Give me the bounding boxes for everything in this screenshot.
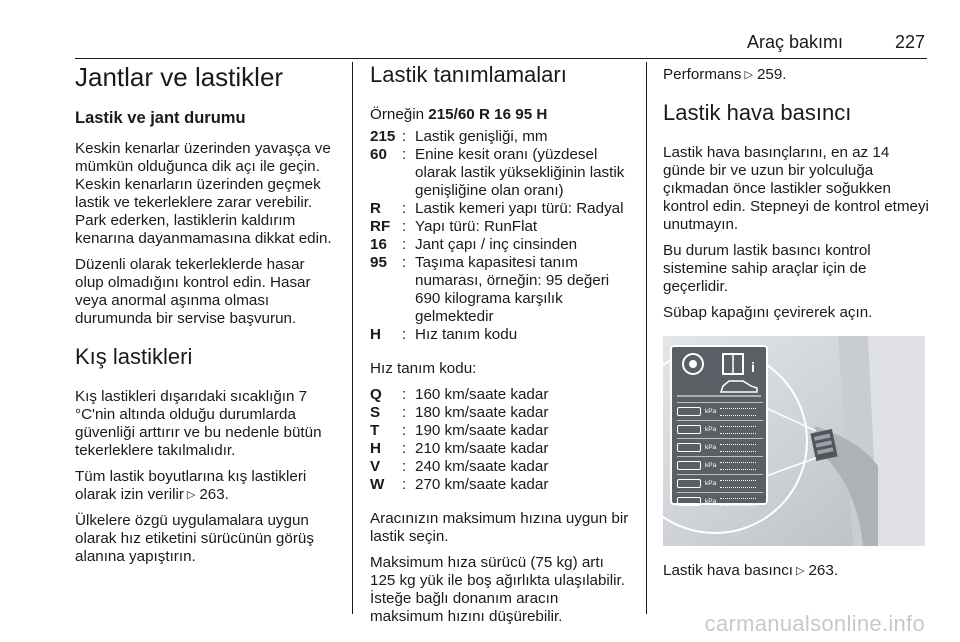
paragraph <box>663 66 929 84</box>
pressure-value-boxes <box>720 498 756 506</box>
speed-code-row-key: S <box>370 404 381 422</box>
pressure-unit: kPa <box>705 407 717 415</box>
column-2 <box>370 58 632 626</box>
paragraph-text: Performans <box>663 66 742 83</box>
example-line <box>370 106 632 124</box>
paragraph: Düzenli olarak tekerleklerde hasar olup olmadığını kontrol edin. Hasar veya anormal aşınma olması durumunda bir servise başvurun. <box>75 256 311 327</box>
definition-row-key: RF <box>370 218 391 236</box>
person-load-icon <box>677 425 701 434</box>
colon-separator: : <box>402 458 407 476</box>
speed-code-row-key: V <box>370 458 381 476</box>
colon-separator: : <box>402 404 407 422</box>
page-ref-link[interactable]: ▷ 259. <box>742 66 787 83</box>
speed-code-row-key: H <box>370 440 381 458</box>
page-ref-link[interactable]: ▷ 263. <box>184 486 229 503</box>
paragraph: Aracınızın maksimum hızına uygun bir lastik seçin. <box>370 510 629 546</box>
caption-text: Lastik hava basıncı <box>663 562 794 580</box>
speed-code-row <box>370 422 632 440</box>
paragraph: Kış lastikleri dışarıdaki sıcaklığın 7 °C'nin altında olduğu durumlarda güvenliği arttırır ve bu nedenle bütün tekerleklere takılmalıdır. <box>75 388 322 460</box>
pressure-label-row <box>677 492 763 510</box>
colon-separator: : <box>402 254 407 272</box>
speed-code-row-value: 190 km/saate kadar <box>415 422 549 440</box>
subheading-winter-tyres: Kış lastikleri <box>75 344 193 369</box>
definition-row <box>370 200 632 218</box>
column-3 <box>663 58 929 580</box>
speed-code-row <box>370 440 632 458</box>
pressure-value-boxes <box>720 444 756 452</box>
pressure-label-row <box>677 474 763 492</box>
tyre-code-definitions <box>370 128 632 344</box>
pressure-unit: kPa <box>705 479 717 487</box>
pressure-value-boxes <box>720 462 756 470</box>
column-1 <box>75 58 337 566</box>
pressure-label-row <box>677 420 763 438</box>
definition-row-value: Jant çapı / inç cinsinden <box>415 236 578 254</box>
colon-separator: : <box>402 326 407 344</box>
definition-row-value: Yapı türü: RunFlat <box>415 218 538 236</box>
definition-row-value: Enine kesit oranı (yüzdesel olarak lastik yüksekliğinin lastik genişliğine olan oranı) <box>415 146 625 200</box>
paragraph-text: Tüm lastik boyutlarına kış lastikleri olarak izin verilir <box>75 468 307 504</box>
paragraph: Bu durum lastik basıncı kontrol sistemine sahip araçlar için de geçerlidir. <box>663 242 871 296</box>
tyre-pressure-label-photo <box>663 336 925 546</box>
definition-row <box>370 128 632 146</box>
page-number: 227 <box>894 32 925 52</box>
definition-row <box>370 236 632 254</box>
paragraph: Lastik hava basınçlarını, en az 14 günde bir ve uzun bir yolculuğa çıkmadan önce lastikler soğukken kontrol edin. Stepneyi de kontrol etmeyi unutmayın. <box>663 144 929 234</box>
definition-row-value: Lastik genişliği, mm <box>415 128 548 146</box>
speed-code-row <box>370 458 632 476</box>
definition-row <box>370 254 632 326</box>
watermark: carmanualsonline.info <box>704 611 925 636</box>
paragraph: Keskin kenarlar üzerinden yavaşça ve mümkün olduğunca dik açı ile geçin. Keskin kenarların üzerinden geçmek lastik ve tekerleklere zarar verebilir. Park ederken, lastiklerin kaldırım kenarına dayanmamasına dikkat edin. <box>75 140 332 247</box>
colon-separator: : <box>402 386 407 404</box>
colon-separator: : <box>402 476 407 494</box>
speed-code-row-value: 210 km/saate kadar <box>415 440 549 458</box>
speed-code-row <box>370 386 632 404</box>
person-load-icon <box>677 407 701 416</box>
colon-separator: : <box>402 422 407 440</box>
definition-row <box>370 218 632 236</box>
definition-row <box>370 326 632 344</box>
pressure-label-rows <box>677 402 763 510</box>
pressure-unit: kPa <box>705 461 717 469</box>
speed-code-row-key: W <box>370 476 385 494</box>
pressure-unit: kPa <box>705 497 717 505</box>
speed-code-label: Hız tanım kodu: <box>370 360 477 378</box>
speed-code-row-key: Q <box>370 386 382 404</box>
definition-row-key: 16 <box>370 236 387 254</box>
chapter-heading: Jantlar ve lastikler <box>75 62 284 92</box>
column-divider-1 <box>352 62 353 614</box>
paragraph: Maksimum hıza sürücü (75 kg) artı 125 kg yük ile boş ağırlıkta ulaşılabilir. İsteğe bağlı donanım aracın maksimum hızını düşürebilir. <box>370 554 625 626</box>
speed-code-row-key: T <box>370 422 380 440</box>
example-label: Örneğin <box>370 106 425 124</box>
section-heading: Lastik tanımlamaları <box>370 62 567 87</box>
figure-caption <box>663 562 929 580</box>
colon-separator: : <box>402 146 407 164</box>
car-load-icon <box>677 461 701 470</box>
svg-text:i: i <box>751 359 755 376</box>
paragraph <box>75 468 337 504</box>
car-load-icon <box>677 479 701 488</box>
speed-code-row-value: 240 km/saate kadar <box>415 458 549 476</box>
colon-separator: : <box>402 236 407 254</box>
pressure-value-boxes <box>720 426 756 434</box>
pressure-value-boxes <box>720 480 756 488</box>
page-header <box>75 14 927 52</box>
section-title: Araç bakımı <box>746 32 843 52</box>
pressure-label-row <box>677 402 763 420</box>
pressure-unit: kPa <box>705 425 717 433</box>
speed-code-row-value: 160 km/saate kadar <box>415 386 549 404</box>
subheading-rim-condition: Lastik ve jant durumu <box>75 109 246 127</box>
definition-row-key: 95 <box>370 254 387 272</box>
colon-separator: : <box>402 218 407 236</box>
definition-row <box>370 146 632 200</box>
colon-separator: : <box>402 128 407 146</box>
speed-code-row-value: 270 km/saate kadar <box>415 476 549 494</box>
definition-row-value: Hız tanım kodu <box>415 326 518 344</box>
definition-row-key: R <box>370 200 381 218</box>
definition-row-value: Lastik kemeri yapı türü: Radyal <box>415 200 624 218</box>
example-code: 215/60 R 16 95 H <box>428 106 548 124</box>
speed-code-list <box>370 386 632 494</box>
speed-code-row-value: 180 km/saate kadar <box>415 404 549 422</box>
definition-row-value: Taşıma kapasitesi tanım numarası, örneğin: 95 değeri 690 kilograma karşılık gelmektedir <box>415 254 610 326</box>
colon-separator: : <box>402 440 407 458</box>
pressure-value-boxes <box>720 408 756 416</box>
section-heading: Lastik hava basıncı <box>663 100 852 125</box>
person-load-icon <box>677 443 701 452</box>
paragraph: Ülkelere özgü uygulamalara uygun olarak hız etiketini sürücünün görüş alanına yapıştırın. <box>75 512 314 566</box>
pressure-label-row <box>677 456 763 474</box>
definition-row-key: 60 <box>370 146 387 164</box>
pressure-label-row <box>677 438 763 456</box>
speed-code-row <box>370 476 632 494</box>
colon-separator: : <box>402 200 407 218</box>
speed-code-row <box>370 404 632 422</box>
car-load-icon <box>677 497 701 506</box>
column-divider-2 <box>646 62 647 614</box>
definition-row-key: 215 <box>370 128 396 146</box>
definition-row-key: H <box>370 326 381 344</box>
paragraph: Sübap kapağını çevirerek açın. <box>663 304 873 322</box>
pressure-unit: kPa <box>705 443 717 451</box>
page-ref-link[interactable]: ▷ 263. <box>793 562 838 579</box>
